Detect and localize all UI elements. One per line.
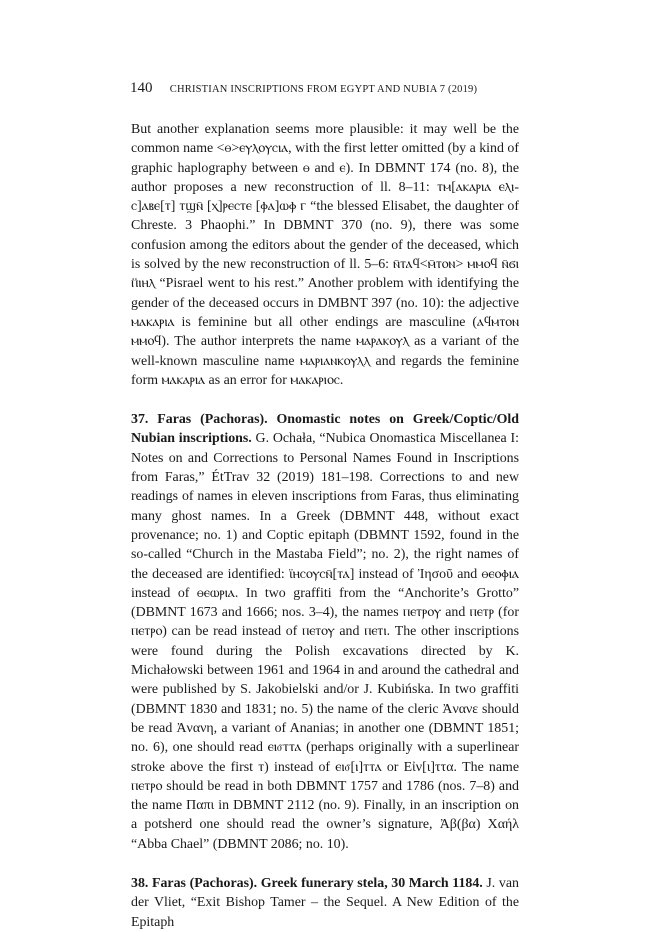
section-37-title: Faras (Pachoras). Onomastic notes on Greek/Coptic/Old Nubian inscriptions. bbox=[131, 412, 519, 447]
running-head bbox=[130, 80, 530, 98]
page-number: 140 bbox=[130, 80, 153, 96]
section-37-number: 37. bbox=[131, 412, 149, 428]
section-gap bbox=[131, 390, 519, 410]
paragraph-1: But another explanation seems more plausible: it may well be the common name <ⲑ>ⲉⲩⲗⲟⲩⲥⲓⲁ, with the first letter omitted (by a kind of graphic haplography between ⲑ and ⲉ). In DBMNT 174 (no. 8), the author proposes a new reconstruction of ll. 8–11: ⲧⲙ[ⲁⲕⲁⲣⲓⲁ ⲉⲗⲓ-ⲥ]ⲁⲃⲉ[ⲧ] ⲧϣⲛ̄ [ⲭ]ⲣⲉⲥⲧⲉ [ⲫⲁ]ⲱⲫ ⲅ “the blessed Elisabet, the daughter of Chreste. 3 Phaophi.” In DBMNT 370 (no. 9), there was some confusion among the editors about the gender of the deceased, which is solved by the new reconstruction of ll. 5–6: ⲛ̄ⲧⲁϥ<ⲙ̄ⲧⲟⲛ> ⲙⲙⲟϥ ⲛ̄ϭⲓ ⲡ̈ⲓⲏⲗ “Pisrael went to his rest.” Another problem with identifying the gender of the deceased occurs in DMBNT 397 (no. 10): the adjective ⲙⲁⲕⲁⲣⲓⲁ is feminine but all other endings are masculine (ⲁϥⲙⲧⲟⲛ ⲙⲙⲟϥ). The author interprets the name ⲙⲁⲣⲁⲕⲟⲩⲗ as a variant of the well-known masculine name ⲙⲁⲣⲓⲁⲛⲕⲟⲩⲗⲗ and regards the feminine form ⲙⲁⲕⲁⲣⲓⲁ as an error for ⲙⲁⲕⲁⲣⲓⲟⲥ. bbox=[131, 122, 519, 388]
body-text bbox=[131, 120, 519, 932]
running-title: CHRISTIAN INSCRIPTIONS FROM EGYPT AND NUBIA 7 (2019) bbox=[169, 84, 478, 95]
section-37 bbox=[131, 410, 519, 854]
section-37-text: G. Ochała, “Nubica Onomastica Miscellanea I: Notes on and Corrections to Personal Names Found in Inscriptions from Faras,” ÉtTrav 32 (2019) 181–198. Corrections to and new readings of names in eleven inscriptions from Faras, thus eliminating many ghost names. In a Greek (DBMNT 448, without exact provenance; no. 1) and Coptic epitaph (DBMNT 1592, found in the so-called “Church in the Mastaba Field”; no. 2), the right names of the deceased are identified: ϊⲏⲥⲟⲩⲥⲛ̄[ⲧⲁ] instead of Ἰησοῦ and ⲑⲉⲟⲫⲓⲁ instead of ⲑⲉⲱⲣⲓⲁ. In two graffiti from the “Anchorite’s Grotto” (DBMNT 1673 and 1666; nos. 3–4), the names ⲡⲉⲧⲣⲟⲩ and ⲡⲉⲧⲣ (for ⲡⲉⲧⲣⲟ) can be read instead of ⲡⲉⲧⲟⲩ and ⲡⲉⲧⲓ. The other inscriptions were found during the Polish excavations directed by K. Michałowski between 1961 and 1964 in and around the cathedral and were published by S. Jakobielski and/or J. Kubińska. In two graffiti (DBMNT 1830 and 1831; no. 5) the name of the cleric Ἀνανε should be read Ἀνανη, a variant of Ananias; in another one (DBMNT 1851; no. 6), one should read ⲉⲓⳝⲧⲧⲁ (perhaps originally with a superlinear stroke above the first ⲧ) instead of ⲉⲓⳝ[ⲓ]ⲧⲧⲁ or Εἰν[ι]ττα. The name ⲡⲉⲧⲣⲟ should be read in both DBMNT 1757 and 1786 (nos. 7–8) and the name Παπι in DBMNT 2112 (no. 9). Finally, in an inscription on a potsherd one should read the owner’s signature, Ἀβ(βα) Χαήλ “Abba Chael” (DBMNT 2086; no. 10). bbox=[131, 431, 519, 852]
section-38-text: J. van der Vliet, “Exit Bishop Tamer – the Sequel. A New Edition of the Epitaph bbox=[131, 875, 519, 930]
section-38-title: Faras (Pachoras). Greek funerary stela, 30 March 1184. bbox=[152, 875, 483, 891]
section-38-number: 38. bbox=[131, 875, 149, 891]
section-38 bbox=[131, 874, 519, 932]
section-gap bbox=[131, 854, 519, 874]
